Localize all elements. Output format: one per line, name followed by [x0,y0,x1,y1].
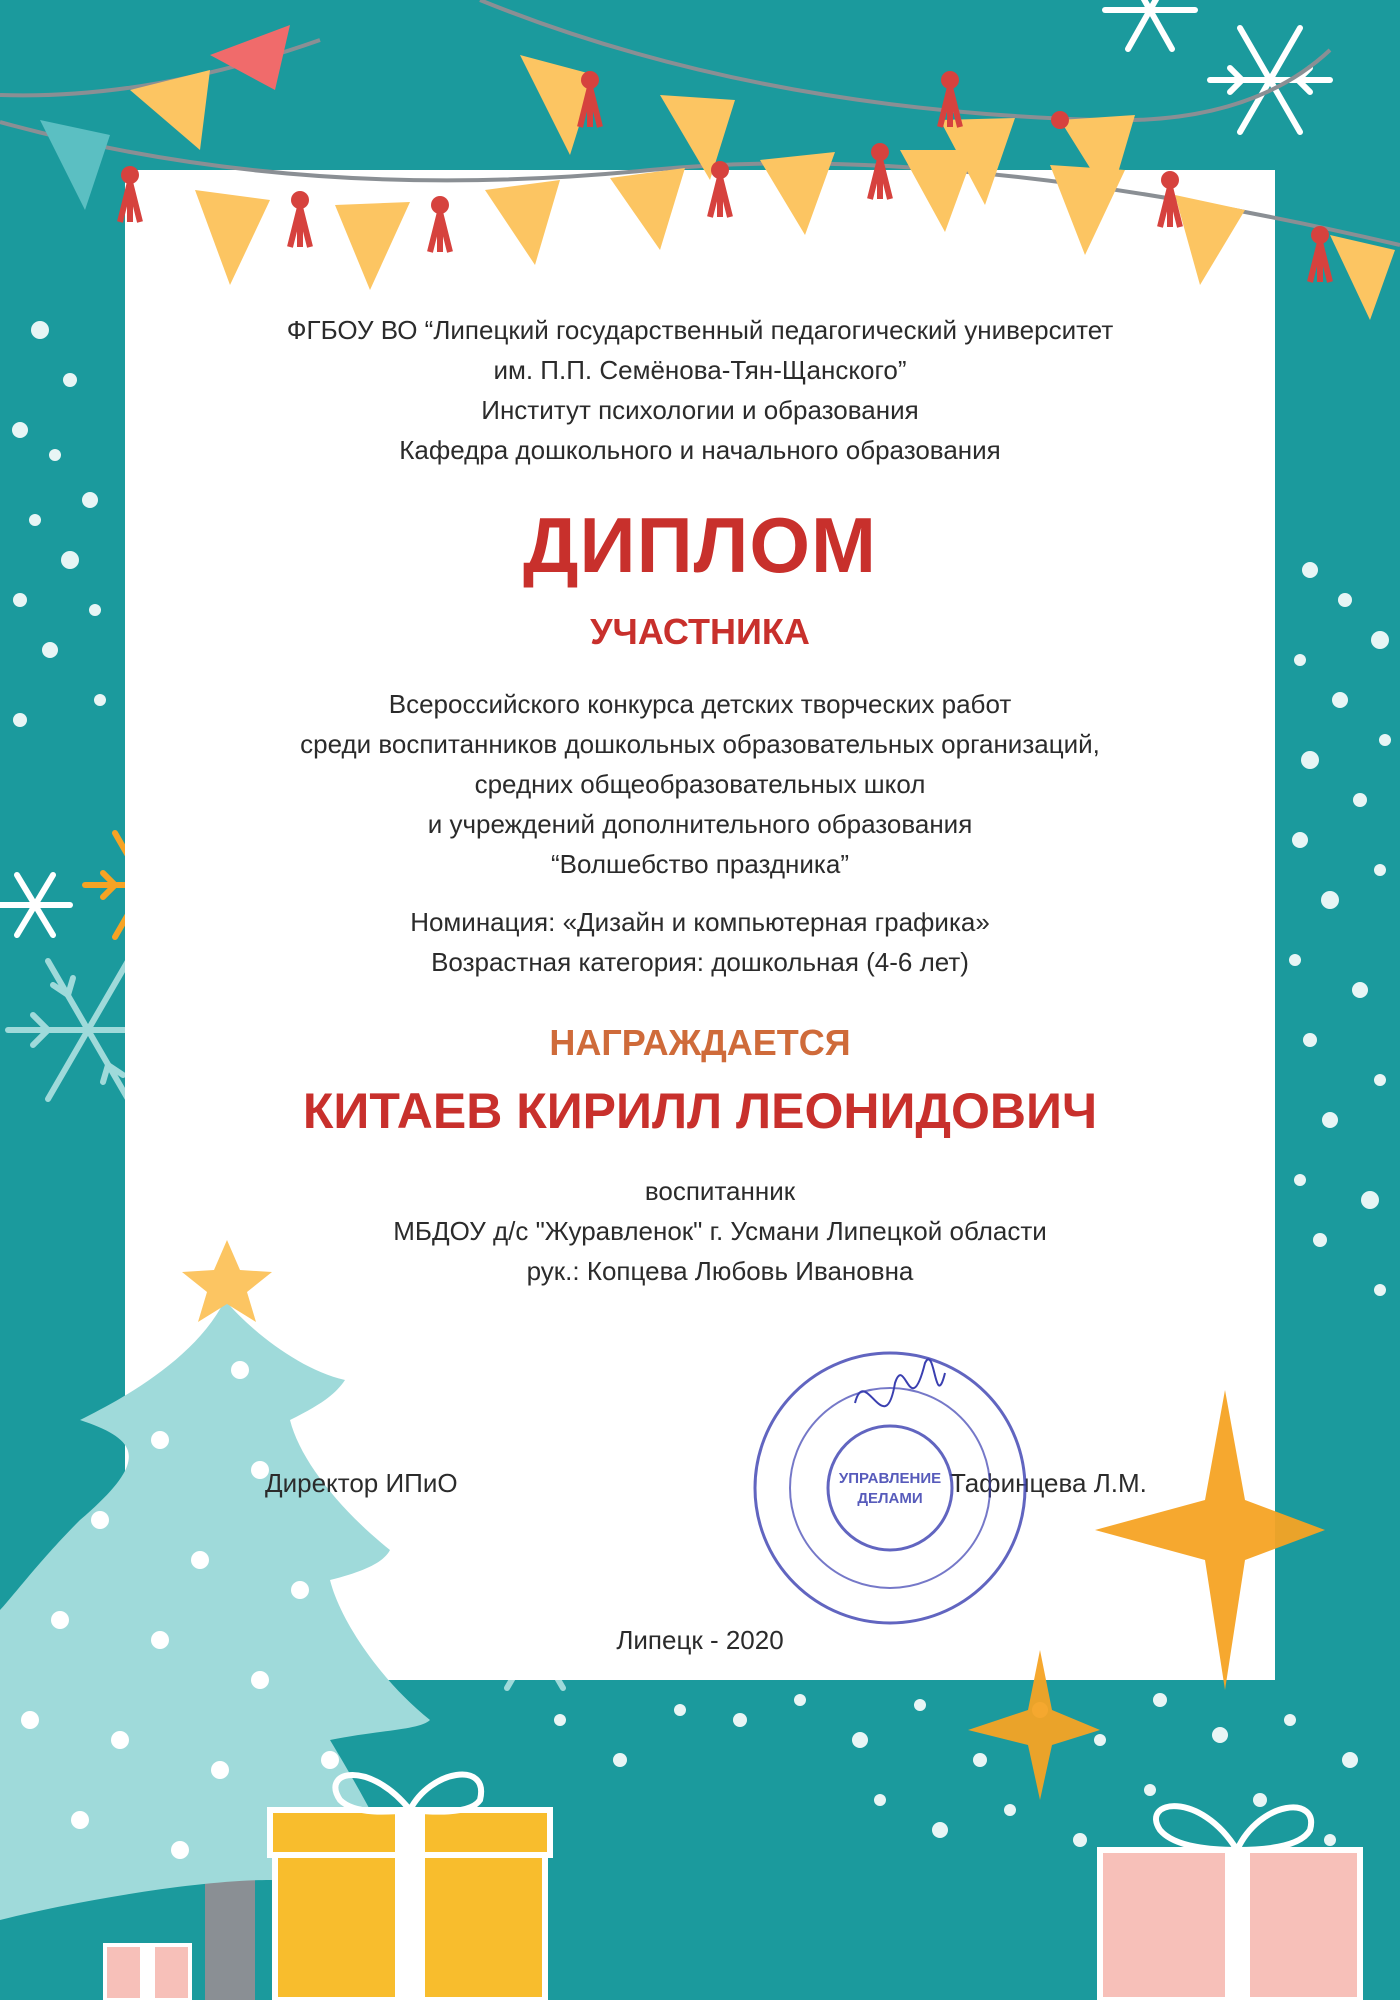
recipient-name: КИТАЕВ КИРИЛЛ ЛЕОНИДОВИЧ [302,1083,1098,1139]
signature-scribble [855,1359,945,1406]
recipient-org: МБДОУ д/с "Журавленок" г. Усмани Липецкой области [393,1216,1047,1246]
contest-name: “Волшебство праздника” [551,849,849,879]
diploma-subtitle: УЧАСТНИКА [590,611,810,652]
contest-line: Всероссийского конкурса детских творческих работ [388,689,1012,719]
svg-text:УПРАВЛЕНИЕ: УПРАВЛЕНИЕ [838,1470,942,1487]
contest-line: и учреждений дополнительного образования [427,809,973,839]
institute-name: Институт психологии и образования [481,395,919,425]
age-category: Возрастная категория: дошкольная (4-6 лет) [431,947,969,977]
award-label: НАГРАЖДАЕТСЯ [549,1022,851,1063]
city-year: Липецк - 2020 [616,1625,784,1655]
signer-name: Тафинцева Л.М. [950,1468,1147,1498]
contest-line: среди воспитанников дошкольных образовательных организаций, [300,729,1100,759]
contest-line: средних общеобразовательных школ [474,769,926,799]
stamp-seal [745,1343,1035,1633]
diploma-title: ДИПЛОМ [522,501,878,589]
university-name: ФГБОУ ВО “Липецкий государственный педагогический университет [286,315,1114,345]
university-name-cont: им. П.П. Семёнова-Тян-Щанского” [493,355,907,385]
recipient-role: воспитанник [644,1176,796,1206]
department-name: Кафедра дошкольного и начального образования [399,435,1001,465]
nomination: Номинация: «Дизайн и компьютерная графика» [410,907,990,937]
recipient-leader: рук.: Копцева Любовь Ивановна [526,1256,914,1286]
signature-position: Директор ИПиО [265,1468,458,1498]
svg-text:ДЕЛАМИ: ДЕЛАМИ [857,1490,923,1507]
diploma-content [125,0,1275,2000]
